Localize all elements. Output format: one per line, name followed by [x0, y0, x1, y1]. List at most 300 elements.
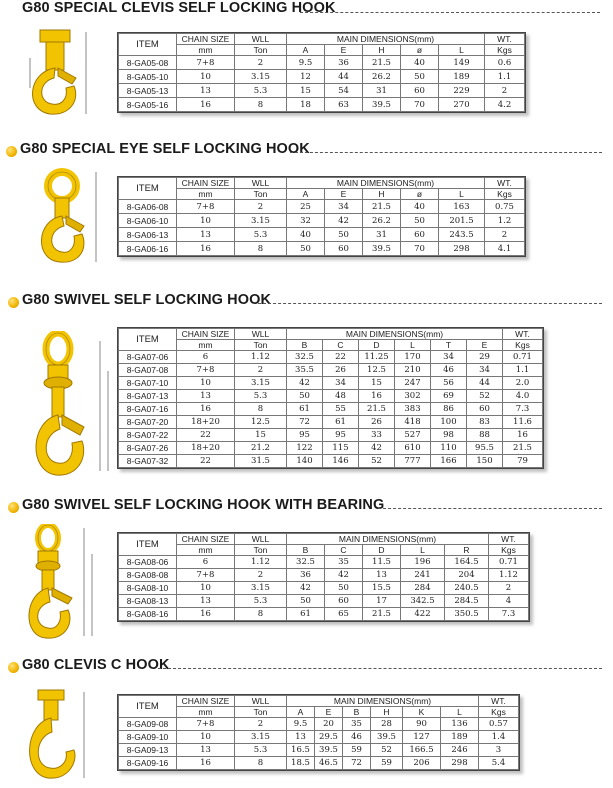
value-cell: 26.2: [363, 214, 401, 228]
header-row: [119, 534, 529, 545]
dimension-header: R: [445, 545, 489, 556]
value-cell: 5.3: [235, 744, 287, 757]
value-cell: 3.15: [235, 214, 287, 228]
dimension-header: ø: [401, 45, 439, 56]
value-cell: 95: [323, 429, 359, 442]
value-cell: 422: [401, 608, 445, 621]
value-cell: 18+20: [177, 442, 235, 455]
main-dimensions-header: MAIN DIMENSIONS(mm): [287, 178, 485, 189]
value-cell: 52: [371, 744, 403, 757]
value-cell: 284: [401, 582, 445, 595]
model-cell: 8-GA08-13: [119, 595, 177, 608]
weight-unit: Kgs: [485, 189, 525, 200]
value-cell: 29: [467, 351, 503, 364]
header-unit-row: [119, 707, 519, 718]
value-cell: 0.57: [479, 718, 519, 731]
value-cell: 2: [235, 200, 287, 214]
value-cell: 166.5: [403, 744, 441, 757]
value-cell: 1.1: [503, 364, 543, 377]
dimension-header: H: [363, 189, 401, 200]
header-unit-row: [119, 545, 529, 556]
dimension-header: C: [325, 545, 363, 556]
value-cell: 39.5: [363, 98, 401, 112]
value-cell: 29.5: [315, 731, 343, 744]
main-dimensions-header: MAIN DIMENSIONS(mm): [287, 696, 479, 707]
wll-header: WLL: [235, 34, 287, 45]
value-cell: 150: [467, 455, 503, 468]
value-cell: 610: [395, 442, 431, 455]
dimension-header: L: [439, 45, 485, 56]
value-cell: 196: [401, 556, 445, 569]
dimension-header: B: [287, 545, 325, 556]
dimension-header: H: [363, 45, 401, 56]
value-cell: 69: [431, 390, 467, 403]
chain-size-unit: mm: [177, 707, 235, 718]
value-cell: 15: [287, 84, 325, 98]
table-row: [119, 595, 529, 608]
value-cell: 54: [325, 84, 363, 98]
table-row: [119, 569, 529, 582]
value-cell: 2: [485, 228, 525, 242]
value-cell: 50: [325, 582, 363, 595]
value-cell: 1.1: [485, 70, 525, 84]
section-title: G80 CLEVIS C HOOK: [22, 657, 170, 673]
value-cell: 13: [177, 390, 235, 403]
dimension-header: D: [359, 340, 395, 351]
value-cell: 527: [395, 429, 431, 442]
header-divider: [258, 303, 602, 304]
table-row: [119, 56, 525, 70]
spec-table: [117, 694, 520, 771]
value-cell: 31.5: [235, 455, 287, 468]
header-row: [119, 178, 525, 189]
value-cell: 10: [177, 214, 235, 228]
value-cell: 8: [235, 403, 287, 416]
value-cell: 34: [431, 351, 467, 364]
value-cell: 298: [439, 242, 485, 256]
value-cell: 60: [467, 403, 503, 416]
bullet-icon: [8, 662, 19, 673]
value-cell: 298: [441, 757, 479, 770]
table-row: [119, 429, 543, 442]
value-cell: 20: [315, 718, 343, 731]
table-row: [119, 744, 519, 757]
dimension-header: L: [439, 189, 485, 200]
weight-header: WT.: [479, 696, 519, 707]
table-row: [119, 455, 543, 468]
value-cell: 2: [235, 718, 287, 731]
item-header: ITEM: [119, 34, 177, 56]
model-cell: 8-GA06-16: [119, 242, 177, 256]
value-cell: 0.71: [503, 351, 543, 364]
value-cell: 1.2: [485, 214, 525, 228]
value-cell: 44: [467, 377, 503, 390]
value-cell: 136: [441, 718, 479, 731]
swivel-hook-image: [26, 331, 116, 481]
header-divider: [378, 508, 602, 509]
wll-unit: Ton: [235, 545, 287, 556]
model-cell: 8-GA07-08: [119, 364, 177, 377]
value-cell: 40: [401, 200, 439, 214]
chain-size-header: CHAIN SIZE: [177, 34, 235, 45]
weight-unit: Kgs: [489, 545, 529, 556]
header-unit-row: [119, 45, 525, 56]
value-cell: 5.3: [235, 228, 287, 242]
value-cell: 70: [401, 242, 439, 256]
model-cell: 8-GA06-10: [119, 214, 177, 228]
model-cell: 8-GA07-32: [119, 455, 177, 468]
value-cell: 61: [323, 416, 359, 429]
value-cell: 204: [445, 569, 489, 582]
table-row: [119, 757, 519, 770]
model-cell: 8-GA06-08: [119, 200, 177, 214]
section-title: G80 SWIVEL SELF LOCKING HOOK WITH BEARING: [22, 497, 385, 513]
model-cell: 8-GA09-13: [119, 744, 177, 757]
value-cell: 86: [431, 403, 467, 416]
value-cell: 342.5: [401, 595, 445, 608]
section-header: [0, 496, 613, 520]
value-cell: 15.5: [363, 582, 401, 595]
weight-unit: Kgs: [503, 340, 543, 351]
table-row: [119, 403, 543, 416]
value-cell: 12: [287, 70, 325, 84]
value-cell: 9.5: [287, 718, 315, 731]
clevis-hook-image: [10, 28, 100, 120]
value-cell: 42: [287, 582, 325, 595]
value-cell: 163: [439, 200, 485, 214]
value-cell: 83: [467, 416, 503, 429]
value-cell: 127: [403, 731, 441, 744]
model-cell: 8-GA05-08: [119, 56, 177, 70]
dimension-header: K: [403, 707, 441, 718]
weight-unit: Kgs: [479, 707, 519, 718]
value-cell: 140: [287, 455, 323, 468]
spec-table: [117, 176, 526, 257]
value-cell: 1.12: [235, 556, 287, 569]
value-cell: 16: [359, 390, 395, 403]
value-cell: 22: [177, 429, 235, 442]
value-cell: 164.5: [445, 556, 489, 569]
value-cell: 1.4: [479, 731, 519, 744]
model-cell: 8-GA07-26: [119, 442, 177, 455]
table-row: [119, 200, 525, 214]
value-cell: 46: [343, 731, 371, 744]
model-cell: 8-GA05-13: [119, 84, 177, 98]
wll-header: WLL: [235, 696, 287, 707]
section-swivel-bearing: [0, 496, 613, 646]
value-cell: 6: [177, 556, 235, 569]
chain-size-unit: mm: [177, 189, 235, 200]
value-cell: 50: [401, 70, 439, 84]
table-row: [119, 364, 543, 377]
table-row: [119, 242, 525, 256]
value-cell: 50: [287, 595, 325, 608]
chain-size-unit: mm: [177, 45, 235, 56]
dimension-header: A: [287, 189, 325, 200]
dimension-header: A: [287, 45, 325, 56]
value-cell: 46: [431, 364, 467, 377]
value-cell: 5.4: [479, 757, 519, 770]
value-cell: 22: [323, 351, 359, 364]
section-title: G80 SWIVEL SELF LOCKING HOOK: [22, 292, 272, 308]
chain-size-header: CHAIN SIZE: [177, 329, 235, 340]
dimension-header: E: [315, 707, 343, 718]
value-cell: 0.75: [485, 200, 525, 214]
table-row: [119, 70, 525, 84]
value-cell: 18+20: [177, 416, 235, 429]
value-cell: 284.5: [445, 595, 489, 608]
value-cell: 5.3: [235, 84, 287, 98]
value-cell: 60: [401, 228, 439, 242]
item-header: ITEM: [119, 178, 177, 200]
table-row: [119, 582, 529, 595]
value-cell: 44: [325, 70, 363, 84]
table-row: [119, 718, 519, 731]
value-cell: 246: [441, 744, 479, 757]
value-cell: 21.5: [359, 403, 395, 416]
value-cell: 16: [503, 429, 543, 442]
value-cell: 7+8: [177, 364, 235, 377]
value-cell: 3.15: [235, 377, 287, 390]
clevis-c-hook-image: [16, 688, 96, 788]
value-cell: 7+8: [177, 569, 235, 582]
spec-table: [117, 327, 544, 469]
header-row: [119, 34, 525, 45]
value-cell: 243.5: [439, 228, 485, 242]
value-cell: 13: [287, 731, 315, 744]
value-cell: 50: [287, 390, 323, 403]
item-header: ITEM: [119, 329, 177, 351]
value-cell: 149: [439, 56, 485, 70]
dimension-header: T: [431, 340, 467, 351]
value-cell: 70: [401, 98, 439, 112]
value-cell: 32.5: [287, 556, 325, 569]
header-unit-row: [119, 340, 543, 351]
table-row: [119, 214, 525, 228]
value-cell: 3.15: [235, 731, 287, 744]
value-cell: 11.5: [363, 556, 401, 569]
model-cell: 8-GA07-06: [119, 351, 177, 364]
value-cell: 302: [395, 390, 431, 403]
value-cell: 39.5: [315, 744, 343, 757]
value-cell: 241: [401, 569, 445, 582]
dimension-header: E: [325, 189, 363, 200]
value-cell: 1.12: [235, 351, 287, 364]
value-cell: 60: [325, 595, 363, 608]
main-dimensions-header: MAIN DIMENSIONS(mm): [287, 534, 489, 545]
chain-size-header: CHAIN SIZE: [177, 534, 235, 545]
value-cell: 4.1: [485, 242, 525, 256]
value-cell: 21.5: [363, 56, 401, 70]
wll-unit: Ton: [235, 707, 287, 718]
value-cell: 60: [325, 242, 363, 256]
value-cell: 32.5: [287, 351, 323, 364]
value-cell: 50: [287, 242, 325, 256]
value-cell: 6: [177, 351, 235, 364]
value-cell: 2: [235, 364, 287, 377]
value-cell: 39.5: [371, 731, 403, 744]
value-cell: 210: [395, 364, 431, 377]
value-cell: 15: [235, 429, 287, 442]
value-cell: 10: [177, 377, 235, 390]
model-cell: 8-GA08-08: [119, 569, 177, 582]
value-cell: 5.3: [235, 390, 287, 403]
value-cell: 21.2: [235, 442, 287, 455]
value-cell: 9.5: [287, 56, 325, 70]
value-cell: 21.5: [363, 200, 401, 214]
dimension-header: B: [343, 707, 371, 718]
weight-unit: Kgs: [485, 45, 525, 56]
dimension-header: H: [371, 707, 403, 718]
value-cell: 63: [325, 98, 363, 112]
value-cell: 88: [467, 429, 503, 442]
value-cell: 65: [325, 608, 363, 621]
value-cell: 1.12: [489, 569, 529, 582]
value-cell: 3.15: [235, 70, 287, 84]
dimension-header: B: [287, 340, 323, 351]
value-cell: 17: [363, 595, 401, 608]
header-divider: [300, 12, 600, 13]
value-cell: 4: [489, 595, 529, 608]
section-swivel-self-locking: [0, 291, 613, 486]
value-cell: 115: [323, 442, 359, 455]
table-row: [119, 98, 525, 112]
weight-header: WT.: [503, 329, 543, 340]
value-cell: 7.3: [503, 403, 543, 416]
dimension-header: A: [287, 707, 315, 718]
value-cell: 26: [359, 416, 395, 429]
chain-size-unit: mm: [177, 545, 235, 556]
value-cell: 33: [359, 429, 395, 442]
model-cell: 8-GA07-10: [119, 377, 177, 390]
value-cell: 22: [177, 455, 235, 468]
value-cell: 16: [177, 608, 235, 621]
bullet-icon: [6, 146, 17, 157]
value-cell: 201.5: [439, 214, 485, 228]
value-cell: 40: [287, 228, 325, 242]
value-cell: 61: [287, 608, 325, 621]
value-cell: 13: [177, 595, 235, 608]
value-cell: 46.5: [315, 757, 343, 770]
value-cell: 170: [395, 351, 431, 364]
value-cell: 34: [467, 364, 503, 377]
value-cell: 18: [287, 98, 325, 112]
value-cell: 12.5: [235, 416, 287, 429]
value-cell: 79: [503, 455, 543, 468]
value-cell: 2: [485, 84, 525, 98]
value-cell: 42: [287, 377, 323, 390]
value-cell: 146: [323, 455, 359, 468]
model-cell: 8-GA07-22: [119, 429, 177, 442]
value-cell: 36: [287, 569, 325, 582]
value-cell: 18.5: [287, 757, 315, 770]
wll-header: WLL: [235, 534, 287, 545]
section-header: [0, 0, 613, 24]
header-unit-row: [119, 189, 525, 200]
model-cell: 8-GA08-10: [119, 582, 177, 595]
value-cell: 60: [401, 84, 439, 98]
value-cell: 35: [325, 556, 363, 569]
table-row: [119, 377, 543, 390]
value-cell: 10: [177, 731, 235, 744]
value-cell: 61: [287, 403, 323, 416]
value-cell: 35.5: [287, 364, 323, 377]
dimension-header: E: [325, 45, 363, 56]
wll-header: WLL: [235, 178, 287, 189]
value-cell: 13: [363, 569, 401, 582]
spec-table: [117, 532, 530, 622]
value-cell: 2.0: [503, 377, 543, 390]
value-cell: 42: [359, 442, 395, 455]
weight-header: WT.: [489, 534, 529, 545]
value-cell: 206: [403, 757, 441, 770]
bullet-icon: [8, 297, 19, 308]
dimension-header: L: [401, 545, 445, 556]
dimension-header: ø: [401, 189, 439, 200]
table-row: [119, 442, 543, 455]
item-header: ITEM: [119, 534, 177, 556]
value-cell: 418: [395, 416, 431, 429]
value-cell: 56: [431, 377, 467, 390]
wll-unit: Ton: [235, 189, 287, 200]
value-cell: 3: [479, 744, 519, 757]
value-cell: 3.15: [235, 582, 287, 595]
eye-hook-image: [26, 168, 106, 268]
value-cell: 270: [439, 98, 485, 112]
value-cell: 16: [177, 98, 235, 112]
value-cell: 2: [489, 582, 529, 595]
weight-header: WT.: [485, 34, 525, 45]
value-cell: 247: [395, 377, 431, 390]
value-cell: 4.0: [503, 390, 543, 403]
value-cell: 7+8: [177, 200, 235, 214]
value-cell: 55: [323, 403, 359, 416]
value-cell: 122: [287, 442, 323, 455]
value-cell: 31: [363, 84, 401, 98]
value-cell: 10: [177, 70, 235, 84]
value-cell: 16: [177, 242, 235, 256]
value-cell: 189: [441, 731, 479, 744]
value-cell: 12.5: [359, 364, 395, 377]
section-title: G80 SPECIAL CLEVIS SELF LOCKING HOOK: [22, 0, 336, 16]
header-divider: [290, 152, 602, 153]
value-cell: 72: [343, 757, 371, 770]
model-cell: 8-GA08-16: [119, 608, 177, 621]
model-cell: 8-GA07-13: [119, 390, 177, 403]
model-cell: 8-GA09-08: [119, 718, 177, 731]
value-cell: 95.5: [467, 442, 503, 455]
model-cell: 8-GA09-16: [119, 757, 177, 770]
value-cell: 32: [287, 214, 325, 228]
dimension-header: E: [467, 340, 503, 351]
value-cell: 2: [235, 56, 287, 70]
value-cell: 59: [371, 757, 403, 770]
table-row: [119, 351, 543, 364]
value-cell: 40: [401, 56, 439, 70]
value-cell: 8: [235, 242, 287, 256]
value-cell: 11.6: [503, 416, 543, 429]
value-cell: 90: [403, 718, 441, 731]
dimension-header: L: [395, 340, 431, 351]
swivel-bearing-hook-image: [18, 524, 108, 644]
value-cell: 16: [177, 403, 235, 416]
model-cell: 8-GA06-13: [119, 228, 177, 242]
value-cell: 34: [325, 200, 363, 214]
value-cell: 52: [467, 390, 503, 403]
value-cell: 189: [439, 70, 485, 84]
value-cell: 383: [395, 403, 431, 416]
value-cell: 8: [235, 98, 287, 112]
